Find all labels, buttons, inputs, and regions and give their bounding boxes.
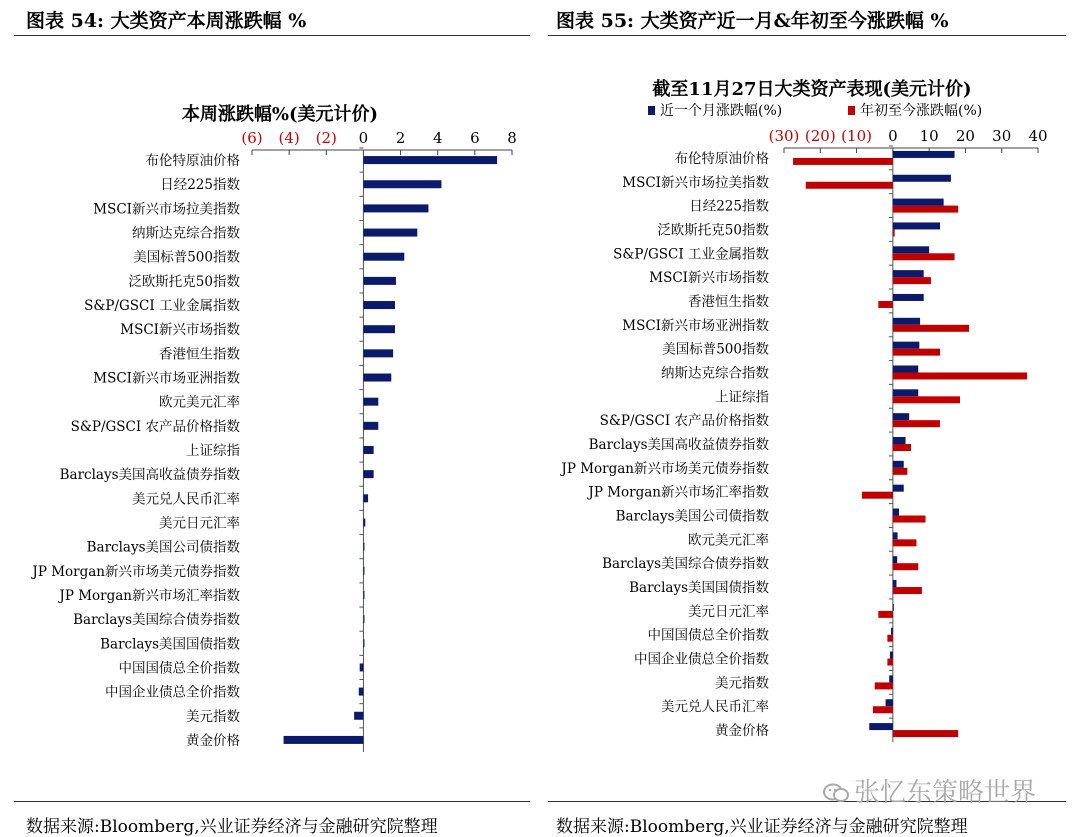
right-x-tick-label-3: 0 xyxy=(888,127,898,145)
right-bar-s0-16 xyxy=(893,532,898,539)
right-bar-s1-12 xyxy=(893,444,911,451)
right-bar-s1-9 xyxy=(893,372,1027,379)
right-legend-swatch-0 xyxy=(648,106,655,115)
right-bar-s0-21 xyxy=(890,652,893,659)
left-x-tick-label-0: (6) xyxy=(241,129,263,147)
right-bar-s1-1 xyxy=(806,182,893,189)
right-category-label-9: 纳斯达克综合指数 xyxy=(661,365,769,382)
right-bar-s1-14 xyxy=(862,492,893,499)
left-panel-title: 图表 54: 大类资产本周涨跌幅 % xyxy=(26,10,307,32)
right-bar-s1-22 xyxy=(875,682,893,689)
right-bar-s1-20 xyxy=(887,635,892,642)
right-bar-s0-23 xyxy=(886,699,893,706)
right-bar-s1-18 xyxy=(893,587,922,594)
right-legend-label-0: 近一个月涨跌幅(%) xyxy=(660,103,783,119)
right-category-label-22: 美元指数 xyxy=(715,675,769,692)
right-bar-s0-5 xyxy=(893,270,924,277)
right-category-label-20: 中国国债总全价指数 xyxy=(647,627,769,644)
right-bar-s0-24 xyxy=(869,723,893,730)
left-source-rule xyxy=(14,801,530,802)
left-category-label-9: MSCI新兴市场亚洲指数 xyxy=(93,370,240,387)
right-bar-s0-1 xyxy=(893,175,951,182)
right-bar-s0-17 xyxy=(893,556,897,563)
right-x-tick-label-5: 20 xyxy=(955,127,975,145)
left-category-label-20: Barclays美国国债指数 xyxy=(100,636,240,653)
right-bar-s0-12 xyxy=(893,437,906,444)
left-category-label-0: 布伦特原油价格 xyxy=(145,153,240,170)
right-bar-s0-19 xyxy=(893,604,894,611)
right-category-label-19: 美元日元汇率 xyxy=(688,603,769,620)
right-bar-s1-16 xyxy=(893,539,917,546)
right-category-label-21: 中国企业债总全价指数 xyxy=(634,651,769,668)
right-bar-s0-4 xyxy=(893,246,929,253)
right-bar-s0-3 xyxy=(893,222,940,229)
right-bar-s0-11 xyxy=(893,413,909,420)
left-source-note: 数据来源:Bloomberg,兴业证券经济与金融研究院整理 xyxy=(26,817,438,837)
right-bar-s0-13 xyxy=(893,461,904,468)
right-bar-s1-24 xyxy=(893,730,958,737)
right-x-tick-label-2: (10) xyxy=(841,127,872,145)
left-category-label-14: 美元兑人民币汇率 xyxy=(132,491,240,508)
right-bar-s1-6 xyxy=(878,301,893,308)
right-category-label-5: MSCI新兴市场指数 xyxy=(649,270,769,287)
right-category-label-10: 上证综指 xyxy=(715,389,769,406)
right-category-label-8: 美国标普500指数 xyxy=(662,341,769,358)
left-category-label-4: 美国标普500指数 xyxy=(133,249,240,266)
right-bar-s0-22 xyxy=(889,675,893,682)
right-bar-s0-18 xyxy=(893,580,897,587)
right-category-label-1: MSCI新兴市场拉美指数 xyxy=(622,174,769,191)
left-category-label-13: Barclays美国高收益债券指数 xyxy=(59,467,240,484)
left-category-label-24: 黄金价格 xyxy=(186,732,240,749)
right-category-label-13: JP Morgan新兴市场美元债券指数 xyxy=(561,460,769,477)
right-category-label-0: 布伦特原油价格 xyxy=(674,150,769,167)
left-category-label-15: 美元日元汇率 xyxy=(159,515,240,532)
right-bar-s0-2 xyxy=(893,199,944,206)
left-category-label-11: S&P/GSCI 农产品价格指数 xyxy=(70,418,240,435)
right-bar-s1-11 xyxy=(893,420,940,427)
right-bar-s1-3 xyxy=(893,229,895,236)
left-x-tick-label-6: 6 xyxy=(470,129,480,147)
right-category-label-23: 美元兑人民币汇率 xyxy=(661,699,769,716)
right-bar-s1-21 xyxy=(887,659,892,666)
left-x-tick-label-7: 8 xyxy=(507,129,517,147)
left-category-label-3: 纳斯达克综合指数 xyxy=(132,225,240,242)
right-bar-s1-8 xyxy=(893,349,940,356)
left-category-label-10: 欧元美元汇率 xyxy=(159,394,240,411)
right-bar-s0-9 xyxy=(893,365,918,372)
right-x-tick-label-7: 40 xyxy=(1028,127,1048,145)
left-x-tick-label-4: 2 xyxy=(395,129,406,147)
watermark xyxy=(822,772,1036,809)
left-category-label-12: 上证综指 xyxy=(186,443,240,459)
left-x-tick-label-5: 4 xyxy=(432,129,443,147)
right-category-label-3: 泛欧斯托克50指数 xyxy=(657,222,769,239)
right-category-label-2: 日经225指数 xyxy=(689,198,769,215)
right-category-label-15: Barclays美国公司债指数 xyxy=(615,508,769,525)
right-category-label-18: Barclays美国国债指数 xyxy=(629,580,769,597)
right-legend-label-1: 年初至今涨跌幅(%) xyxy=(860,103,983,119)
left-category-label-8: 香港恒生指数 xyxy=(159,346,240,363)
right-bar-s0-10 xyxy=(893,389,918,396)
right-source-note: 数据来源:Bloomberg,兴业证券经济与金融研究院整理 xyxy=(556,817,968,837)
right-panel-title: 图表 55: 大类资产近一月&年初至今涨跌幅 % xyxy=(556,10,949,32)
right-bar-s1-2 xyxy=(893,206,958,213)
right-bar-s1-13 xyxy=(893,468,908,475)
left-category-label-7: MSCI新兴市场指数 xyxy=(120,322,240,339)
left-category-label-17: JP Morgan新兴市场美元债券指数 xyxy=(32,563,240,580)
right-bar-s1-19 xyxy=(878,611,893,618)
right-bar-s1-15 xyxy=(893,516,926,523)
left-category-label-23: 美元指数 xyxy=(186,708,240,725)
right-x-tick-label-0: (30) xyxy=(768,127,800,145)
right-category-label-11: S&P/GSCI 农产品价格指数 xyxy=(599,413,769,430)
right-bar-s1-5 xyxy=(893,277,931,284)
right-chart-title: 截至11月27日大类资产表现(美元计价) xyxy=(652,79,972,100)
right-category-label-24: 黄金价格 xyxy=(715,723,769,740)
right-bar-s0-14 xyxy=(893,485,904,492)
left-category-label-2: MSCI新兴市场拉美指数 xyxy=(93,201,240,218)
right-bar-s0-7 xyxy=(893,318,920,325)
right-x-tick-label-4: 10 xyxy=(919,127,939,145)
right-bar-s0-6 xyxy=(893,294,924,301)
right-bar-s1-7 xyxy=(893,325,969,332)
right-bar-s1-17 xyxy=(893,563,918,570)
left-category-label-1: 日经225指数 xyxy=(160,177,240,194)
left-category-label-22: 中国企业债总全价指数 xyxy=(105,684,240,701)
left-category-label-19: Barclays美国综合债券指数 xyxy=(73,612,240,629)
left-x-tick-label-3: 0 xyxy=(358,129,369,147)
left-x-tick-label-1: (4) xyxy=(278,129,300,147)
right-category-label-7: MSCI新兴市场亚洲指数 xyxy=(622,317,769,334)
left-chart-title: 本周涨跌幅%(美元计价) xyxy=(181,104,379,125)
right-bar-s1-23 xyxy=(873,706,893,713)
left-category-label-18: JP Morgan新兴市场汇率指数 xyxy=(59,587,240,604)
right-category-label-16: 欧元美元汇率 xyxy=(688,532,769,549)
right-category-label-4: S&P/GSCI 工业金属指数 xyxy=(613,246,769,263)
right-category-label-12: Barclays美国高收益债券指数 xyxy=(588,437,769,453)
right-bar-s1-10 xyxy=(893,396,960,403)
right-bar-s0-20 xyxy=(891,628,893,635)
right-x-tick-label-1: (20) xyxy=(804,127,836,145)
left-category-label-16: Barclays美国公司债指数 xyxy=(86,539,240,556)
right-x-tick-label-6: 30 xyxy=(992,127,1012,145)
right-bar-s1-0 xyxy=(793,158,893,165)
left-category-label-6: S&P/GSCI 工业金属指数 xyxy=(84,298,240,315)
right-bar-s0-0 xyxy=(893,151,955,158)
watermark-text: 张忆东策略世界 xyxy=(854,778,1037,808)
right-category-label-6: 香港恒生指数 xyxy=(688,293,769,310)
left-category-label-5: 泛欧斯托克50指数 xyxy=(128,273,240,290)
right-bar-s0-15 xyxy=(893,509,899,516)
left-x-tick-label-2: (2) xyxy=(315,129,337,147)
right-bar-s0-8 xyxy=(893,342,919,349)
right-legend-swatch-1 xyxy=(848,106,855,115)
right-bar-s1-4 xyxy=(893,253,955,260)
right-category-label-14: JP Morgan新兴市场汇率指数 xyxy=(588,484,769,501)
right-category-label-17: Barclays美国综合债券指数 xyxy=(602,556,769,573)
wechat-icon xyxy=(822,782,850,804)
left-category-label-21: 中国国债总全价指数 xyxy=(118,660,240,677)
